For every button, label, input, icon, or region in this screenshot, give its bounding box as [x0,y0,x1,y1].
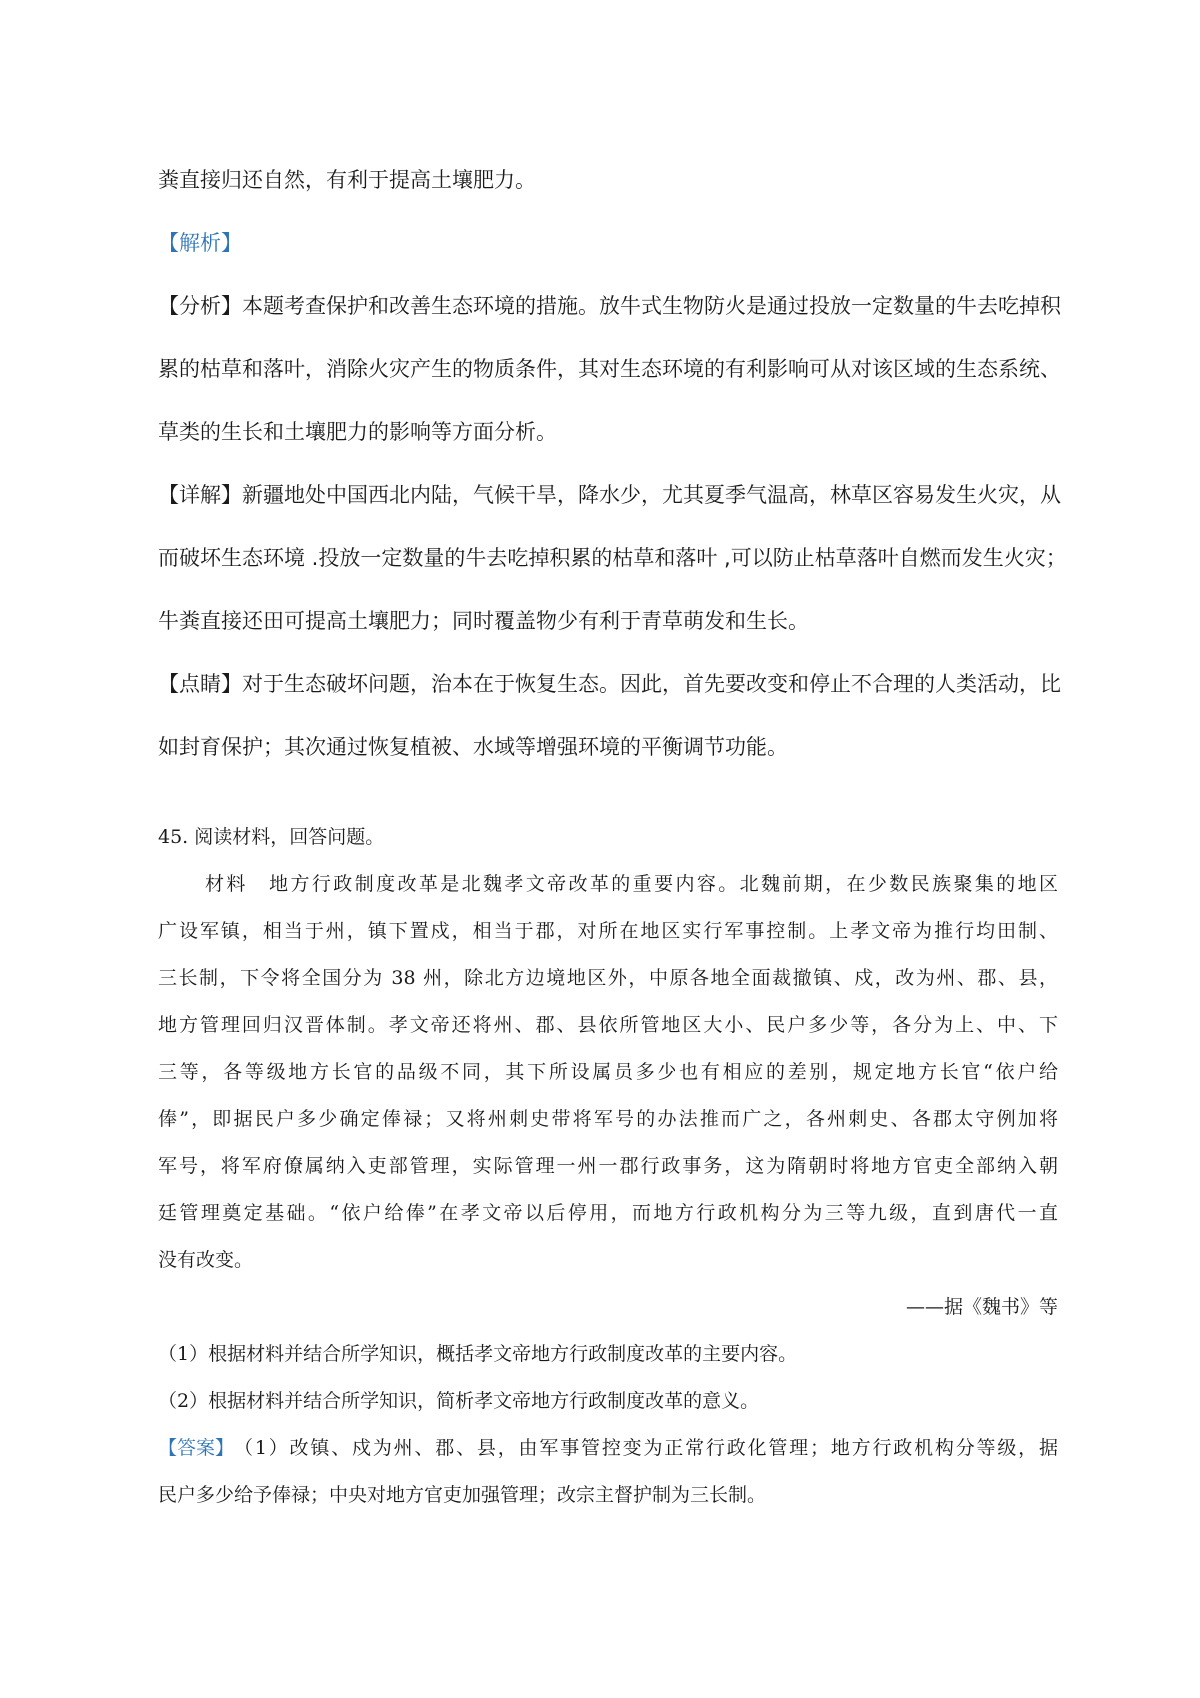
dianjing-line-1: 【点睛】对于生态破坏问题，治本在于恢复生态。因此，首先要改变和停止不合理的人类活动，比 [158,672,1061,696]
material-line-5: 三等，各等级地方长官的品级不同，其下所设属员多少也有相应的差别，规定地方长官“依户给 [158,1061,1058,1083]
material-line-8: 廷管理奠定基础。“依户给俸”在孝文帝以后停用，而地方行政机构分为三等九级，直到唐代一直 [158,1202,1058,1224]
source-citation: ——据《魏书》等 [905,1296,1058,1318]
xiangjie-line-3: 牛粪直接还田可提高土壤肥力；同时覆盖物少有利于青草萌发和生长。 [158,609,809,633]
material-line-9: 没有改变。 [158,1249,254,1271]
answer-line-2: 民户多少给予俸禄；中央对地方官吏加强管理；改宗主督护制为三长制。 [158,1484,767,1506]
sub-question-2: （2）根据材料并结合所学知识，简析孝文帝地方行政制度改革的意义。 [158,1390,760,1412]
material-line-2: 广设军镇，相当于州，镇下置戍，相当于郡，对所在地区实行军事控制。上孝文帝为推行均田制、 [158,920,1058,942]
fenxi-line-3: 草类的生长和土壤肥力的影响等方面分析。 [158,420,557,444]
material-line-3: 三长制，下令将全国分为 38 州，除北方边境地区外，中原各地全面裁撤镇、戍，改为州、郡、县， [158,967,1058,989]
answer-label: 【答案】 [158,1437,235,1459]
xiangjie-line-2: 而破坏生态环境 .投放一定数量的牛去吃掉积累的枯草和落叶 ,可以防止枯草落叶自燃而发生火灾； [158,546,1067,570]
material-line-6: 俸”，即据民户多少确定俸禄；又将州刺史带将军号的办法推而广之，各州刺史、各郡太守例加将 [158,1108,1058,1130]
jiexi-label: 【解析】 [158,231,242,255]
fenxi-line-1: 【分析】本题考查保护和改善生态环境的措施。放牛式生物防火是通过投放一定数量的牛去吃掉积 [158,294,1061,318]
material-line-7: 军号，将军府僚属纳入吏部管理，实际管理一州一郡行政事务，这为隋朝时将地方官吏全部纳入朝 [158,1155,1058,1177]
material-line-4: 地方管理回归汉晋体制。孝文帝还将州、郡、县依所管地区大小、民户多少等，各分为上、中、下 [158,1014,1058,1036]
material-line-1: 材料 地方行政制度改革是北魏孝文帝改革的重要内容。北魏前期，在少数民族聚集的地区 [205,873,1058,895]
dianjing-line-2: 如封育保护；其次通过恢复植被、水域等增强环境的平衡调节功能。 [158,735,788,759]
question-title: 45. 阅读材料，回答问题。 [158,826,385,848]
fenxi-line-2: 累的枯草和落叶，消除火灾产生的物质条件，其对生态环境的有利影响可从对该区域的生态系统、 [158,357,1061,381]
sub-question-1: （1）根据材料并结合所学知识，概括孝文帝地方行政制度改革的主要内容。 [158,1343,798,1365]
answer-text-1: （1）改镇、戍为州、郡、县，由军事管控变为正常行政化管理；地方行政机构分等级，据 [234,1437,1058,1459]
answer-line-1 [158,1439,1058,1458]
xiangjie-line-1: 【详解】新疆地处中国西北内陆，气候干旱，降水少，尤其夏季气温高，林草区容易发生火灾，从 [158,483,1061,507]
text-line: 粪直接归还自然，有利于提高土壤肥力。 [158,168,536,192]
